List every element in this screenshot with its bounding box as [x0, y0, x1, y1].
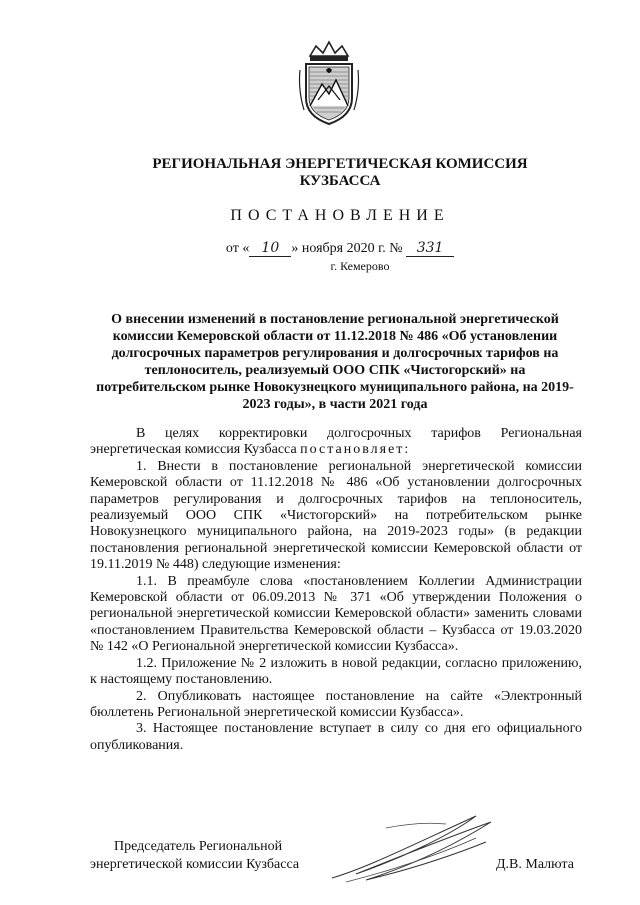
date-suffix: » ноября 2020 г. №	[291, 241, 403, 256]
handwritten-signature	[326, 808, 496, 888]
document-type-heading: ПОСТАНОВЛЕНИЕ	[230, 207, 450, 224]
city-name: г. Кемерово	[330, 259, 390, 273]
resolves-word: постановляет:	[300, 442, 411, 458]
date-and-number-line	[180, 240, 500, 257]
organization-name-line1: РЕГИОНАЛЬНАЯ ЭНЕРГЕТИЧЕСКАЯ КОМИССИЯ	[152, 156, 528, 172]
intro-text: В целях корректировки долгосрочных тарифов Региональная энергетическая комиссия Кузбасса	[90, 426, 582, 458]
item-1: 1. Внести в постановление региональной энергетической комиссии Кемеровской области от 11.12.2018 № 486 «Об установлении долгосрочных параметров регулирования и долгосрочных тарифов на теплоноситель, реализуемый ООО СПК «Чистогорский» на потребительском рынке Новокузнецкого муниципального района, на 2019-2023 годы» (в редакции постановления региональной энергетической комиссии Кемеровской области от 19.11.2019 № 448) следующие изменения:	[90, 458, 582, 573]
signatory-title-line2: энергетической комиссии Кузбасса	[90, 857, 300, 872]
signatory-title-line1: Председатель Региональной	[114, 839, 283, 854]
item-2: 2. Опубликовать настоящее постановление на сайте «Электронный бюллетень Региональной энергетической комиссии Кузбасса».	[90, 688, 582, 720]
organization-name-line2: КУЗБАССА	[299, 173, 381, 189]
date-prefix: от «	[225, 241, 250, 256]
handwritten-document-number: 331	[406, 240, 454, 257]
item-1-1: 1.1. В преамбуле слова «постановлением Коллегии Администрации Кемеровской области от 06.09.2013 № 371 «Об утверждении Положения о региональной энергетической комиссии Кемеровской области» заменить словами «постановлением Правительства Кемеровской области – Кузбасса от 19.03.2020 № 142 «О Региональной энергетической комиссии Кузбасса».	[90, 573, 582, 655]
coat-of-arms-emblem	[296, 40, 362, 128]
document-body	[90, 426, 582, 754]
handwritten-day: 10	[249, 240, 291, 257]
document-subject: О внесении изменений в постановление региональной энергетической комиссии Кемеровской области от 11.12.2018 № 486 «Об установлении долгосрочных параметров регулирования и долгосрочных тарифов на теплоноситель, реализуемый ООО СПК «Чистогорский» на потребительском рынке Новокузнецкого муниципального района, на 2019-2023 годы», в части 2021 года	[96, 312, 574, 412]
signatory-name: Д.В. Малюта	[496, 857, 574, 872]
item-3: 3. Настоящее постановление вступает в силу со дня его официального опубликования.	[90, 721, 582, 753]
item-1-2: 1.2. Приложение № 2 изложить в новой редакции, согласно приложению, к настоящему постановлению.	[90, 655, 582, 688]
organization-name	[150, 156, 530, 190]
signatory-title	[90, 838, 299, 874]
intro-paragraph	[90, 426, 582, 459]
